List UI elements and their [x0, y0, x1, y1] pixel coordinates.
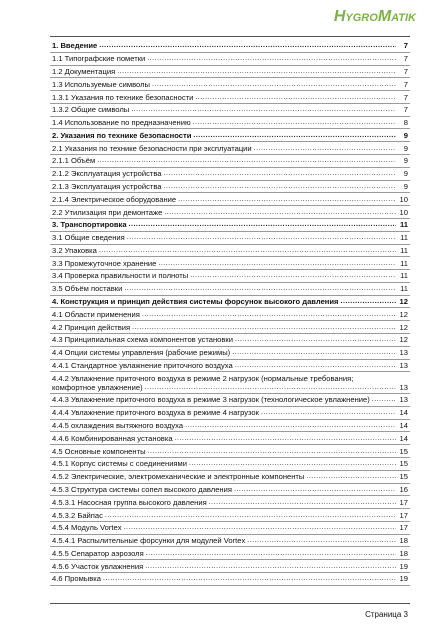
- toc-entry-page: 18: [399, 548, 408, 558]
- toc-entry[interactable]: [50, 168, 410, 181]
- toc-entry-label: 4.5 Основные компоненты: [52, 446, 146, 456]
- toc-entry-page: 14: [399, 421, 408, 431]
- toc-entry-label: 4.4.3 Увлажнение приточного воздуха в режиме 3 нагрузок (технологическое увлажнение): [52, 395, 370, 405]
- dot-leader: [97, 156, 396, 165]
- dot-leader: [372, 395, 396, 404]
- toc-entry-label: 1.2 Документация: [52, 66, 116, 76]
- dot-leader: [99, 41, 396, 50]
- toc-entry[interactable]: [50, 458, 410, 471]
- toc-entry-label: 2.1.3 Эксплуатация устройства: [52, 181, 162, 191]
- toc-entry-label: 4.5.5 Сепаратор аэрозоля: [52, 548, 144, 558]
- toc-entry-label: 3.5 Объём поставки: [52, 284, 123, 294]
- toc-entry[interactable]: [50, 334, 410, 347]
- toc-entry-label: 4.3 Принципиальная схема компонентов установки: [52, 335, 233, 345]
- dot-leader: [164, 182, 396, 191]
- toc-entry-label: 3.1 Общие сведения: [52, 233, 125, 243]
- toc-chapter-entry[interactable]: [50, 129, 410, 142]
- toc-entry-label: 2.1.4 Электрическое оборудование: [52, 194, 177, 204]
- dot-leader: [105, 511, 396, 520]
- toc-entry-page: 13: [399, 382, 408, 392]
- toc-entry[interactable]: [50, 142, 410, 155]
- toc-chapter-entry[interactable]: [50, 219, 410, 232]
- toc-entry[interactable]: [50, 360, 410, 373]
- toc-chapter-entry[interactable]: [50, 296, 410, 309]
- dot-leader: [142, 310, 396, 319]
- toc-entry-page: 17: [399, 523, 408, 533]
- toc-entry[interactable]: [50, 155, 410, 168]
- toc-entry[interactable]: [50, 509, 410, 522]
- toc-entry[interactable]: [50, 394, 410, 407]
- toc-entry-label: 2.1.2 Эксплуатация устройства: [52, 169, 162, 179]
- toc-entry-label: 4.5.6 Участок увлажнения: [52, 561, 144, 571]
- toc-entry-page: 9: [403, 169, 408, 179]
- toc-entry-label: 1.3 Используемые символы: [52, 79, 150, 89]
- dot-leader: [178, 195, 396, 204]
- toc-entry[interactable]: [50, 206, 410, 219]
- toc-entry-page: 7: [403, 66, 408, 76]
- dot-leader: [152, 80, 396, 89]
- toc-entry-page: 15: [399, 446, 408, 456]
- toc-entry[interactable]: [50, 232, 410, 245]
- dot-leader: [195, 93, 396, 102]
- toc-entry[interactable]: [50, 91, 410, 104]
- toc-entry[interactable]: [50, 66, 410, 79]
- toc-entry-label: 4.5.3.2 Байпас: [52, 510, 103, 520]
- dot-leader: [164, 208, 396, 217]
- toc-entry-page: 11: [400, 245, 408, 255]
- dot-leader: [164, 169, 396, 178]
- toc-entry-page: 7: [403, 54, 408, 64]
- dot-leader: [127, 233, 396, 242]
- dot-leader: [247, 536, 396, 545]
- toc-entry-page: 10: [399, 207, 408, 217]
- toc-entry[interactable]: [50, 432, 410, 445]
- dot-leader: [254, 144, 396, 153]
- toc-entry-label: 4.5.3 Структура системы сопел высокого давления: [52, 484, 232, 494]
- toc-entry-page: 15: [399, 472, 408, 482]
- dot-leader: [261, 408, 396, 417]
- dot-leader: [235, 335, 396, 344]
- dot-leader: [145, 562, 396, 571]
- toc-entry-page: 14: [399, 408, 408, 418]
- dot-leader: [341, 297, 397, 306]
- toc-entry-page: 7: [403, 92, 408, 102]
- toc-entry-page: 18: [399, 536, 408, 546]
- toc-entry-page: 13: [399, 360, 408, 370]
- toc-entry-page: 19: [399, 561, 408, 571]
- toc-entry[interactable]: [50, 522, 410, 535]
- toc-entry-label: 4.4.6 Комбинированная установка: [52, 433, 173, 443]
- toc-entry[interactable]: [50, 471, 410, 484]
- toc-entry-label: 4.2 Принцип действия: [52, 322, 131, 332]
- toc-entry-label: 2.2 Утилизация при демонтаже: [52, 207, 163, 217]
- toc-entry-label: 4. Конструкция и принцип действия системы форсунок высокого давления: [52, 297, 339, 307]
- toc-entry-label: 2.1 Указания по технике безопасности при эксплуатации: [52, 143, 252, 153]
- toc-entry[interactable]: [50, 117, 410, 130]
- toc-entry[interactable]: [50, 560, 410, 573]
- table-of-contents: [50, 40, 410, 586]
- toc-entry-page: 9: [403, 181, 408, 191]
- dot-leader: [234, 485, 396, 494]
- toc-entry[interactable]: [50, 245, 410, 258]
- dot-leader: [147, 54, 396, 63]
- dot-leader: [129, 220, 396, 229]
- dot-leader: [99, 246, 396, 255]
- toc-entry-label: 1.3.1 Указания по технике безопасности: [52, 92, 194, 102]
- toc-entry-page: 7: [403, 41, 408, 51]
- toc-entry[interactable]: [50, 535, 410, 548]
- toc-entry[interactable]: [50, 496, 410, 509]
- toc-entry-label: 4.5.4.1 Распылительные форсунки для модулей Vortex: [52, 536, 246, 546]
- dot-leader: [232, 348, 396, 357]
- toc-entry-label: 3.4 Проверка правильности и полноты: [52, 271, 189, 281]
- toc-entry[interactable]: [50, 257, 410, 270]
- toc-entry[interactable]: [50, 104, 410, 117]
- toc-entry-page: 11: [400, 258, 408, 268]
- toc-entry[interactable]: [50, 181, 410, 194]
- toc-entry[interactable]: [50, 547, 410, 560]
- toc-entry-label: 3. Транспортировка: [52, 220, 127, 230]
- toc-entry-page: 11: [400, 233, 408, 243]
- top-divider: [50, 36, 410, 37]
- dot-leader: [146, 549, 396, 558]
- toc-entry-label: 3.3 Промежуточное хранение: [52, 258, 157, 268]
- bottom-divider: [50, 603, 410, 604]
- dot-leader: [185, 421, 396, 430]
- toc-entry-page: 17: [399, 510, 408, 520]
- toc-entry[interactable]: [50, 321, 410, 334]
- toc-entry-page: 17: [399, 497, 408, 507]
- toc-entry-label: 1.3.2 Общие символы: [52, 105, 130, 115]
- toc-entry[interactable]: [50, 573, 410, 586]
- toc-entry-page: 10: [399, 194, 408, 204]
- dot-leader: [132, 323, 396, 332]
- toc-entry-page: 19: [399, 574, 408, 584]
- dot-leader: [131, 105, 396, 114]
- toc-entry[interactable]: [50, 78, 410, 91]
- toc-entry[interactable]: [50, 270, 410, 283]
- toc-entry-label: 2. Указания по технике безопасности: [52, 130, 192, 140]
- toc-entry[interactable]: [50, 407, 410, 420]
- toc-entry-label: 1.4 Использование по предназначению: [52, 118, 191, 128]
- toc-entry-label: 4.4 Опции системы управления (рабочие режимы): [52, 348, 231, 358]
- dot-leader: [158, 259, 396, 268]
- dot-leader: [193, 118, 396, 127]
- toc-entry[interactable]: [50, 420, 410, 433]
- page-number: Страница 3: [365, 610, 408, 619]
- toc-entry-page: 7: [403, 105, 408, 115]
- toc-entry-page: 7: [403, 79, 408, 89]
- dot-leader: [193, 131, 396, 140]
- dot-leader: [124, 523, 396, 532]
- toc-entry-label: 4.5.1 Корпус системы с соединениями: [52, 459, 188, 469]
- toc-chapter-entry[interactable]: [50, 40, 410, 53]
- toc-entry-label: 4.6 Промывка: [52, 574, 101, 584]
- toc-entry-page: 9: [403, 130, 408, 140]
- toc-entry-label: 2.1.1 Объём: [52, 156, 96, 166]
- toc-entry-label: 4.1 Области применения: [52, 309, 140, 319]
- toc-entry-label: 1.1 Типографские пометки: [52, 54, 146, 64]
- toc-entry-label: 1. Введение: [52, 41, 98, 51]
- toc-entry-page: 11: [399, 220, 408, 230]
- toc-entry[interactable]: [50, 445, 410, 458]
- toc-entry-label-continued: комфортное увлажнение): [52, 382, 143, 392]
- toc-entry-label: 4.4.1 Стандартное увлажнение приточного воздуха: [52, 360, 233, 370]
- toc-entry-label: 4.5.3.1 Насосная группа высокого давления: [52, 497, 207, 507]
- toc-entry-page: 11: [400, 284, 408, 294]
- dot-leader: [124, 284, 396, 293]
- toc-entry-label: 4.5.4 Модуль Vortex: [52, 523, 122, 533]
- toc-entry[interactable]: [50, 484, 410, 497]
- toc-entry-page: 12: [399, 322, 408, 332]
- toc-entry-page: 12: [399, 309, 408, 319]
- toc-entry-page: 9: [403, 156, 408, 166]
- toc-entry-page: 14: [399, 433, 408, 443]
- hygromatik-logo: HYGROMATIK: [333, 8, 416, 25]
- dot-leader: [145, 383, 396, 392]
- toc-entry-page: 15: [399, 459, 408, 469]
- dot-leader: [190, 271, 396, 280]
- toc-entry-page: 16: [399, 484, 408, 494]
- toc-entry[interactable]: [50, 53, 410, 66]
- toc-entry-page: 13: [399, 395, 408, 405]
- toc-entry-page: 12: [399, 297, 408, 307]
- dot-leader: [117, 67, 396, 76]
- toc-entry[interactable]: [50, 308, 410, 321]
- toc-entry[interactable]: [50, 193, 410, 206]
- dot-leader: [175, 434, 396, 443]
- dot-leader: [148, 447, 396, 456]
- dot-leader: [306, 472, 396, 481]
- dot-leader: [209, 498, 396, 507]
- toc-entry-page: 13: [399, 348, 408, 358]
- toc-entry-label: 3.2 Упаковка: [52, 245, 97, 255]
- dot-leader: [189, 459, 396, 468]
- toc-entry-page: 8: [403, 118, 408, 128]
- toc-entry-page: 12: [399, 335, 408, 345]
- toc-entry-page: 9: [403, 143, 408, 153]
- toc-entry[interactable]: [50, 283, 410, 296]
- toc-entry[interactable]: [50, 372, 410, 394]
- toc-entry-label: 4.4.4 Увлажнение приточного воздуха в режиме 4 нагрузок: [52, 408, 259, 418]
- toc-entry-label: 4.4.5 охлаждения вытяжного воздуха: [52, 421, 184, 431]
- toc-entry[interactable]: [50, 347, 410, 360]
- toc-entry-page: 11: [400, 271, 408, 281]
- dot-leader: [103, 574, 396, 583]
- toc-entry-label: 4.5.2 Электрические, электромеханические и электронные компоненты: [52, 472, 305, 482]
- dot-leader: [235, 361, 396, 370]
- toc-entry-label: 4.4.2 Увлажнение приточного воздуха в режиме 2 нагрузок (нормальные требования;: [52, 373, 354, 383]
